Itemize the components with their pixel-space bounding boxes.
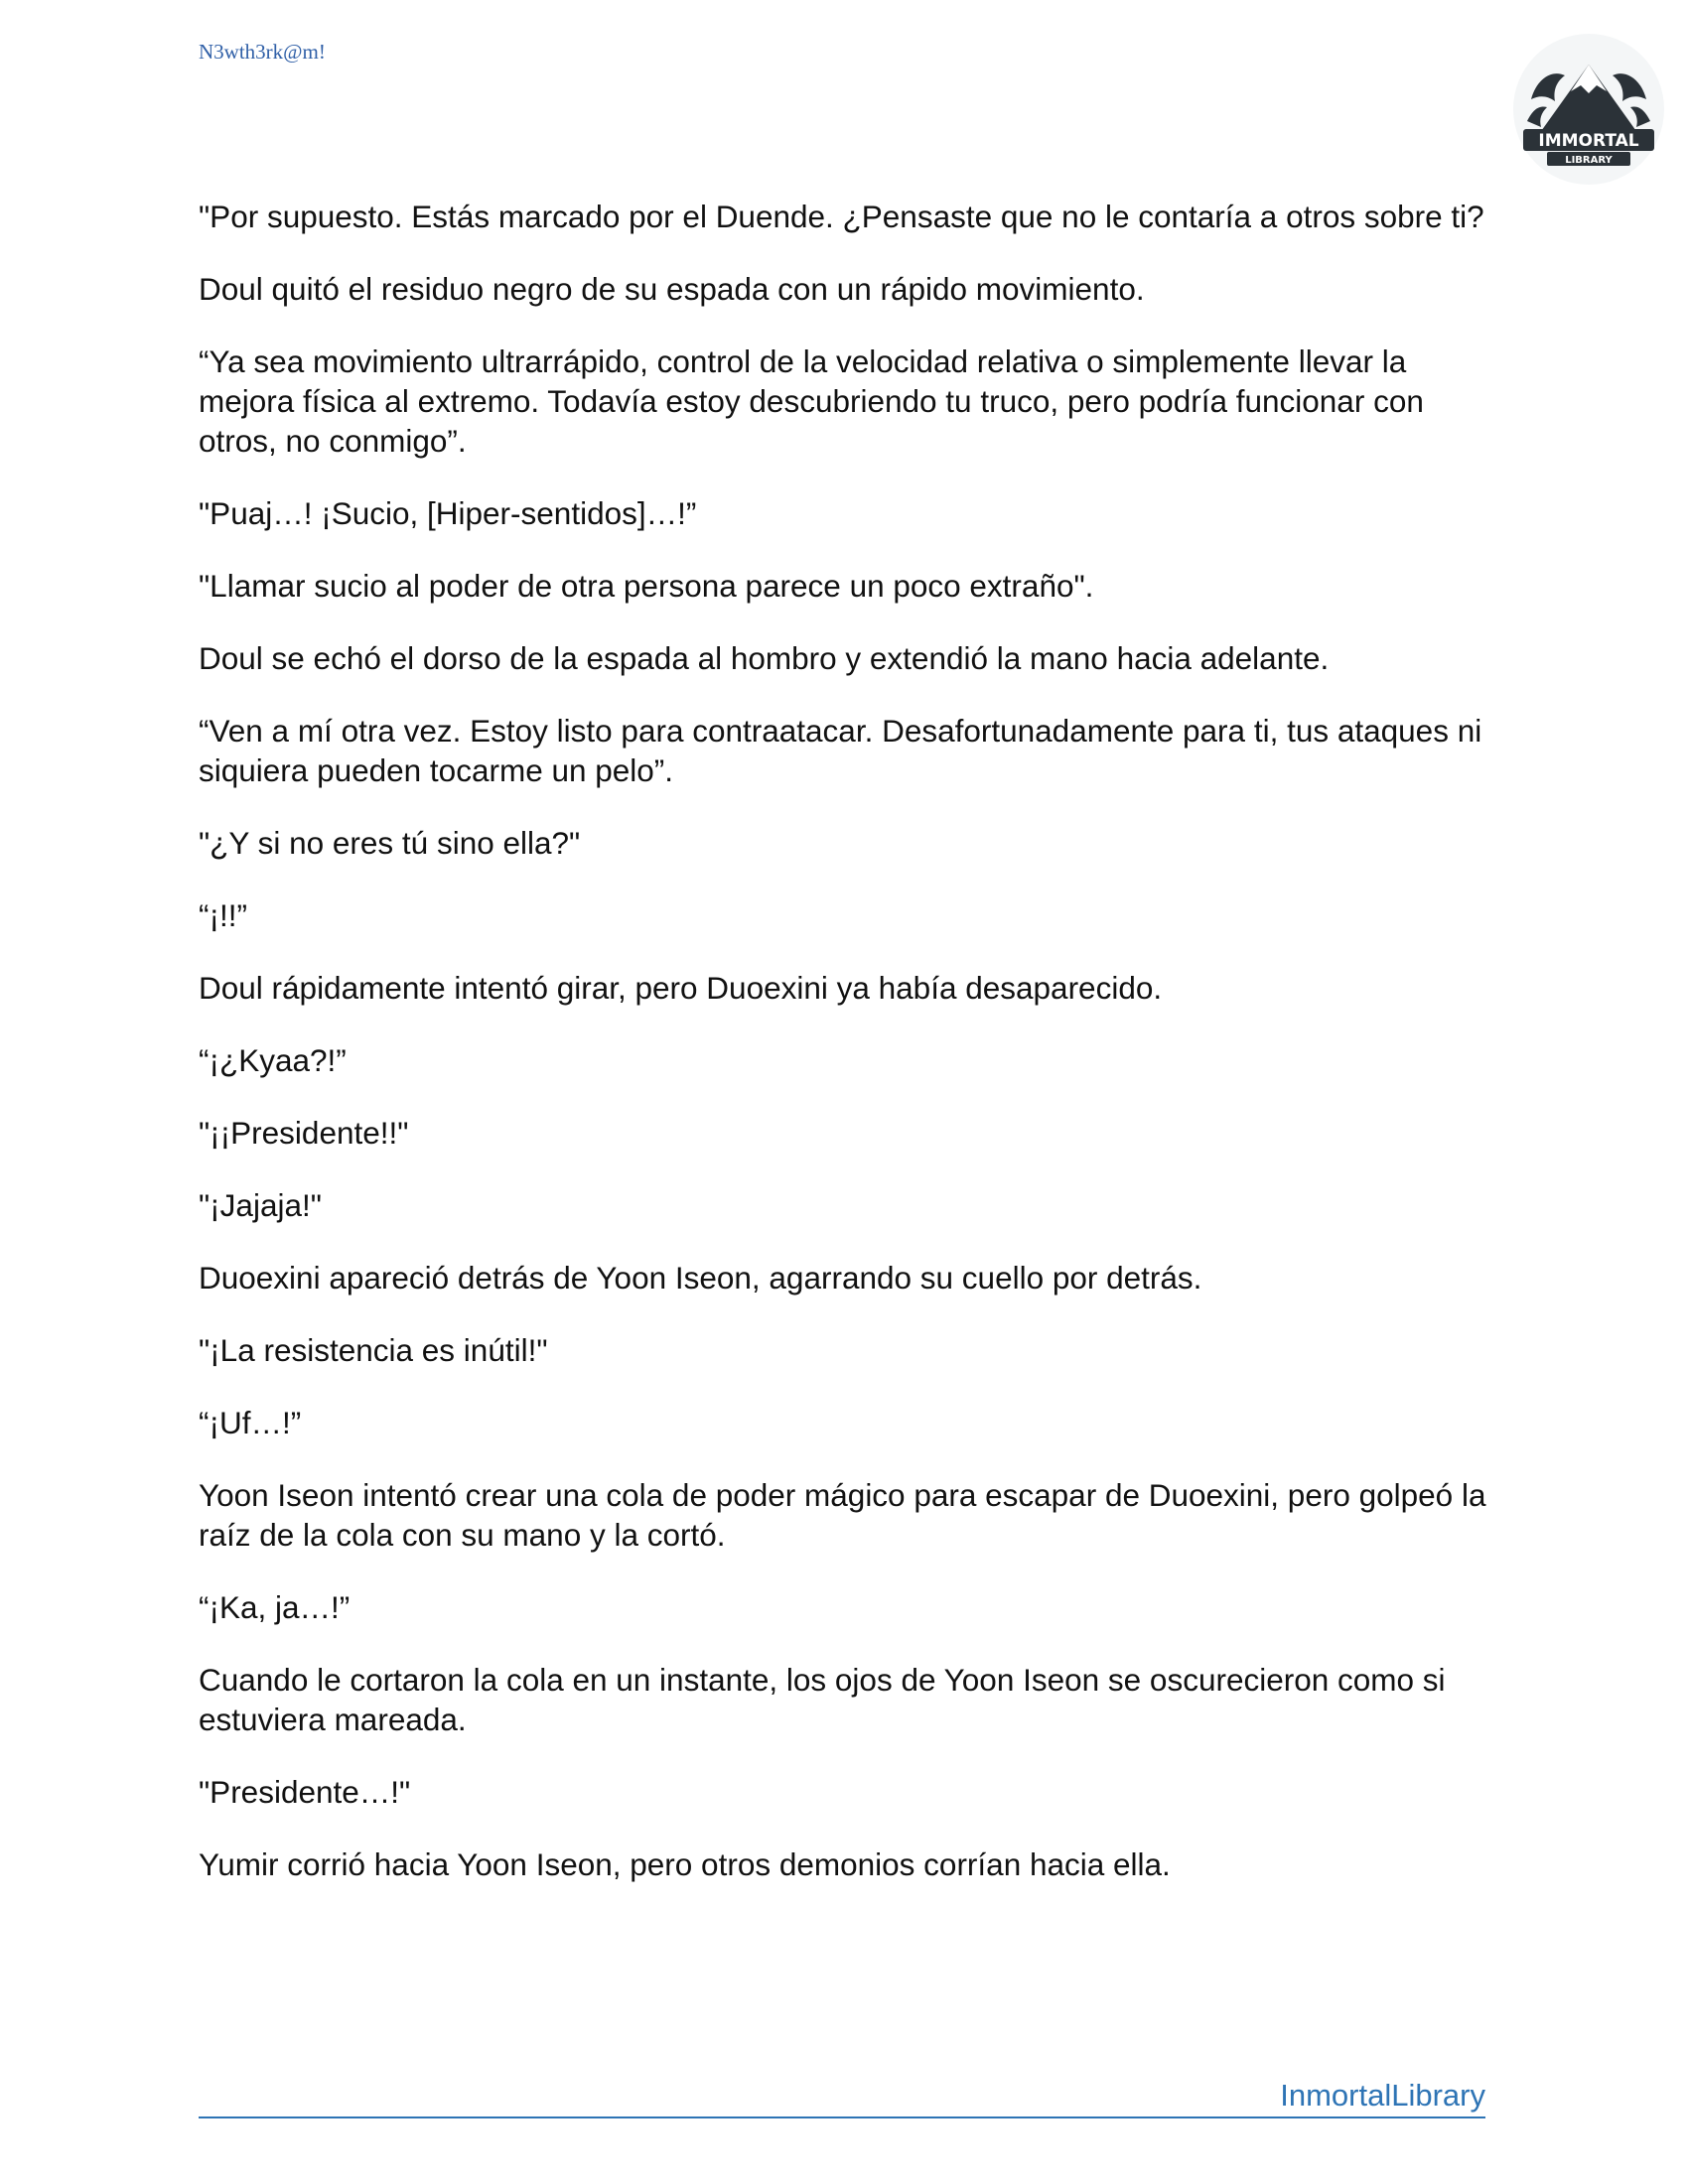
paragraph: “Ven a mí otra vez. Estoy listo para contraatacar. Desafortunadamente para ti, tus ataques ni siquiera pueden tocarme un pelo”.	[199, 713, 1482, 788]
header-watermark: N3wth3rk@m!	[199, 40, 326, 64]
paragraph: "¡Jajaja!"	[199, 1187, 322, 1223]
paragraph: “¡Uf…!”	[199, 1405, 302, 1440]
paragraph: “¡¿Kyaa?!”	[199, 1042, 347, 1078]
chapter-text	[199, 197, 1499, 1917]
paragraph: Yumir corrió hacia Yoon Iseon, pero otros demonios corrían hacia ella.	[199, 1846, 1171, 1882]
footer-divider	[199, 2116, 1485, 2118]
svg-text:IMMORTAL: IMMORTAL	[1538, 131, 1639, 151]
footer-site-link[interactable]: InmortalLibrary	[1280, 2078, 1485, 2113]
paragraph: “Ya sea movimiento ultrarrápido, control de la velocidad relativa o simplemente llevar la mejora física al extremo. Todavía estoy descubriendo tu truco, pero podría funcionar con otros, no conmigo”.	[199, 343, 1424, 459]
paragraph: "¡La resistencia es inútil!"	[199, 1332, 548, 1368]
paragraph: "Presidente…!"	[199, 1774, 411, 1810]
paragraph: “¡Ka, ja…!”	[199, 1589, 351, 1625]
paragraph: "¿Y si no eres tú sino ella?"	[199, 825, 581, 861]
paragraph: "Puaj…! ¡Sucio, [Hiper-sentidos]…!”	[199, 495, 697, 531]
immortal-library-logo	[1509, 30, 1668, 189]
paragraph: "Por supuesto. Estás marcado por el Duende. ¿Pensaste que no le contaría a otros sobre ti?	[199, 199, 1484, 234]
paragraph: Doul se echó el dorso de la espada al hombro y extendió la mano hacia adelante.	[199, 640, 1330, 676]
paragraph: "¡¡Presidente!!"	[199, 1115, 409, 1151]
svg-text:LIBRARY: LIBRARY	[1565, 155, 1613, 166]
paragraph: Yoon Iseon intentó crear una cola de poder mágico para escapar de Duoexini, pero golpeó la raíz de la cola con su mano y la cortó.	[199, 1477, 1486, 1553]
paragraph: “¡!!”	[199, 897, 247, 933]
paragraph: Duoexini apareció detrás de Yoon Iseon, agarrando su cuello por detrás.	[199, 1260, 1202, 1296]
paragraph: Doul quitó el residuo negro de su espada con un rápido movimiento.	[199, 271, 1145, 307]
paragraph: Doul rápidamente intentó girar, pero Duoexini ya había desaparecido.	[199, 970, 1163, 1006]
paragraph: "Llamar sucio al poder de otra persona parece un poco extraño".	[199, 568, 1094, 604]
paragraph: Cuando le cortaron la cola en un instante, los ojos de Yoon Iseon se oscurecieron como si estuviera mareada.	[199, 1662, 1446, 1737]
